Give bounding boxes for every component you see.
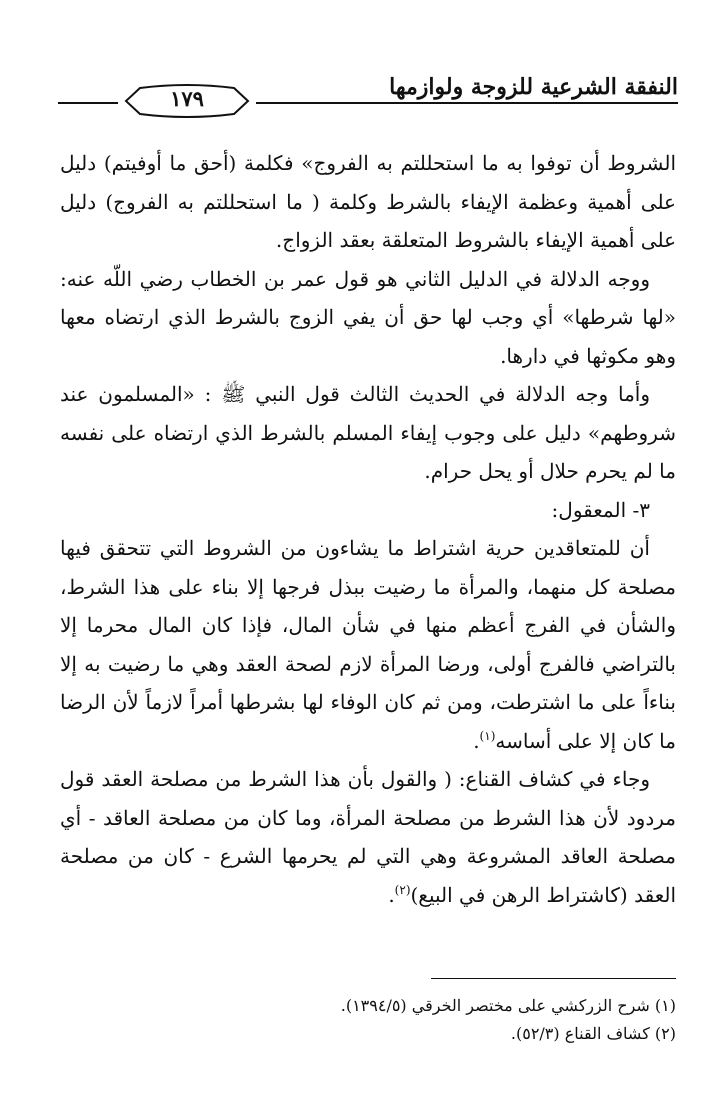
running-title: النفقة الشرعية للزوجة ولوازمها (389, 74, 678, 100)
footnote-1: (١) شرح الزركشي على مختصر الخرقي (١٣٩٤/٥). (340, 996, 676, 1015)
page-number: ١٧٩ (170, 86, 204, 111)
page-number-frame (118, 84, 256, 118)
paragraph-5-text: وجاء في كشاف القناع: ( والقول بأن هذا الشرط من مصلحة العقد قول مردود لأن هذا الشرط من مصلحة المرأة، وما كان من مصلحة العاقد - أي مصلحة العاقد المشروعة وهي التي لم يحرمها الشرع - كان من مصلحة العقد (كاشتراط الرهن في البيع) (60, 767, 676, 907)
page-header (58, 74, 678, 118)
paragraph-4-period: . (473, 728, 480, 753)
paragraph-4-text: أن للمتعاقدين حرية اشتراط ما يشاءون من الشروط التي تتحقق فيها مصلحة كل منهما، والمرأة ما رضيت ببذل فرجها إلا بناء على هذا الشرط، والشأن في الفرج أعظم منها في شأن المال، فإذا كان المال محرما إلا بالتراضي فالفرج أولى، ورضا المرأة لازم لصحة العقد وهي ما رضيت به إلا بناءاً على ما اشترطت، ومن ثم كان الوفاء لها بشرطها أمراً لازماً لأن الرضا ما كان إلا على أساسه (60, 536, 676, 753)
footnote-ref-1: (١) (479, 728, 496, 743)
paragraph-2: ووجه الدلالة في الدليل الثاني هو قول عمر بن الخطاب رضي اللّه عنه: «لها شرطها» أي وجب لها حق أن يفي الزوج بالشرط الذي ارتضاه معها وهو مكوثها في دارها. (60, 266, 676, 368)
paragraph-5 (60, 760, 676, 914)
paragraph-5-period: . (388, 882, 395, 907)
footnote-2: (٢) كشاف القناع (٥٢/٣). (510, 1024, 676, 1043)
paragraph-3: وأما وجه الدلالة في الحديث الثالث قول النبي ﷺ : «المسلمون عند شروطهم» دليل على وجوب إيفاء المسلم بالشرط الذي ارتضاه على نفسه ما لم يحرم حلال أو يحل حرام. (60, 382, 676, 483)
footnotes (56, 992, 676, 1048)
footnote-separator (431, 978, 676, 979)
main-text (60, 144, 676, 914)
header-rule-right (256, 102, 678, 104)
paragraph-4 (60, 529, 676, 760)
footnote-ref-2: (٢) (394, 882, 411, 897)
header-rule-left (58, 102, 118, 104)
paragraph-1: الشروط أن توفوا به ما استحللتم به الفروج» فكلمة (أحق ما أوفيتم) دليل على أهمية وعظمة الإيفاء بالشرط وكلمة ( ما استحللتم به الفروج) دليل على أهمية الإيفاء بالشروط المتعلقة بعقد الزواج. (60, 151, 676, 252)
section-heading-reasoning: ٣- المعقول: (551, 497, 650, 522)
